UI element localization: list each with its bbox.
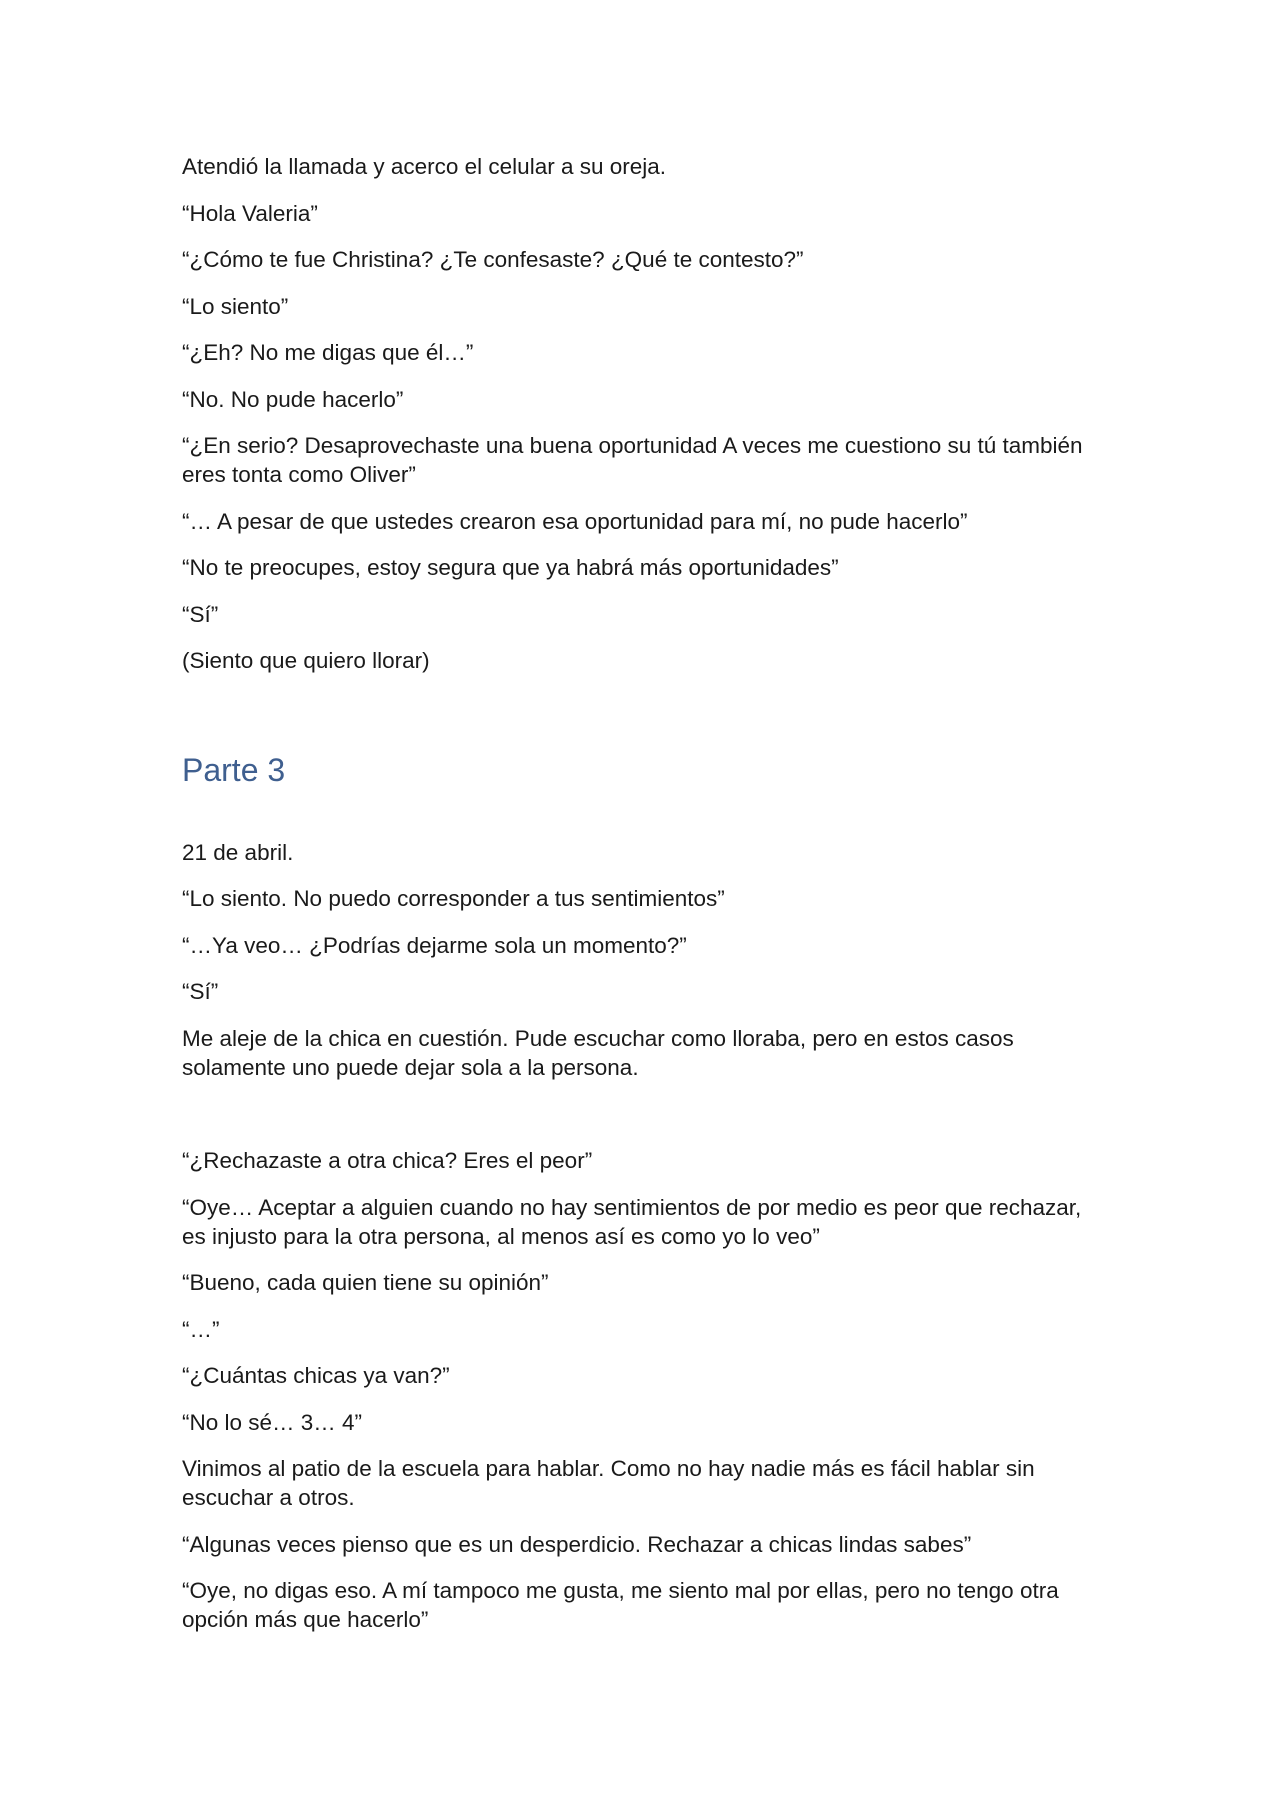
- paragraph: “…Ya veo… ¿Podrías dejarme sola un momento?”: [182, 933, 687, 958]
- paragraph: “… A pesar de que ustedes crearon esa oportunidad para mí, no pude hacerlo”: [182, 509, 968, 534]
- paragraph: “…”: [182, 1317, 220, 1342]
- paragraph: Atendió la llamada y acerco el celular a su oreja.: [182, 154, 667, 179]
- paragraph: “Lo siento. No puedo corresponder a tus sentimientos”: [182, 886, 725, 911]
- paragraph: “¿Eh? No me digas que él…”: [182, 340, 474, 365]
- section-heading: Parte 3: [182, 752, 286, 788]
- paragraph: “Lo siento”: [182, 294, 289, 319]
- paragraph: “¿Cuántas chicas ya van?”: [182, 1363, 450, 1388]
- paragraph: “Oye… Aceptar a alguien cuando no hay sentimientos de por medio es peor que rechazar, es injusto para la otra persona, al menos así es como yo lo veo”: [182, 1195, 1082, 1249]
- paragraph: Vinimos al patio de la escuela para hablar. Como no hay nadie más es fácil hablar sin escuchar a otros.: [182, 1456, 1035, 1510]
- paragraph: “Hola Valeria”: [182, 201, 318, 226]
- paragraph: (Siento que quiero llorar): [182, 648, 430, 673]
- paragraph: “No te preocupes, estoy segura que ya habrá más oportunidades”: [182, 555, 839, 580]
- paragraph: “Algunas veces pienso que es un desperdicio. Rechazar a chicas lindas sabes”: [182, 1532, 972, 1557]
- paragraph: “¿En serio? Desaprovechaste una buena oportunidad A veces me cuestiono su tú también eres tonta como Oliver”: [182, 433, 1083, 487]
- paragraph: “¿Rechazaste a otra chica? Eres el peor”: [182, 1148, 593, 1173]
- paragraph: “Sí”: [182, 979, 219, 1004]
- paragraph: “Bueno, cada quien tiene su opinión”: [182, 1270, 549, 1295]
- paragraph: Me aleje de la chica en cuestión. Pude escuchar como lloraba, pero en estos casos solamente uno puede dejar sola a la persona.: [182, 1026, 1014, 1080]
- paragraph: “Sí”: [182, 602, 219, 627]
- paragraph: “Oye, no digas eso. A mí tampoco me gusta, me siento mal por ellas, pero no tengo otra opción más que hacerlo”: [182, 1578, 1059, 1632]
- paragraph: “No lo sé… 3… 4”: [182, 1410, 363, 1435]
- paragraph: 21 de abril.: [182, 840, 294, 865]
- paragraph: “¿Cómo te fue Christina? ¿Te confesaste? ¿Qué te contesto?”: [182, 247, 804, 272]
- paragraph: “No. No pude hacerlo”: [182, 387, 404, 412]
